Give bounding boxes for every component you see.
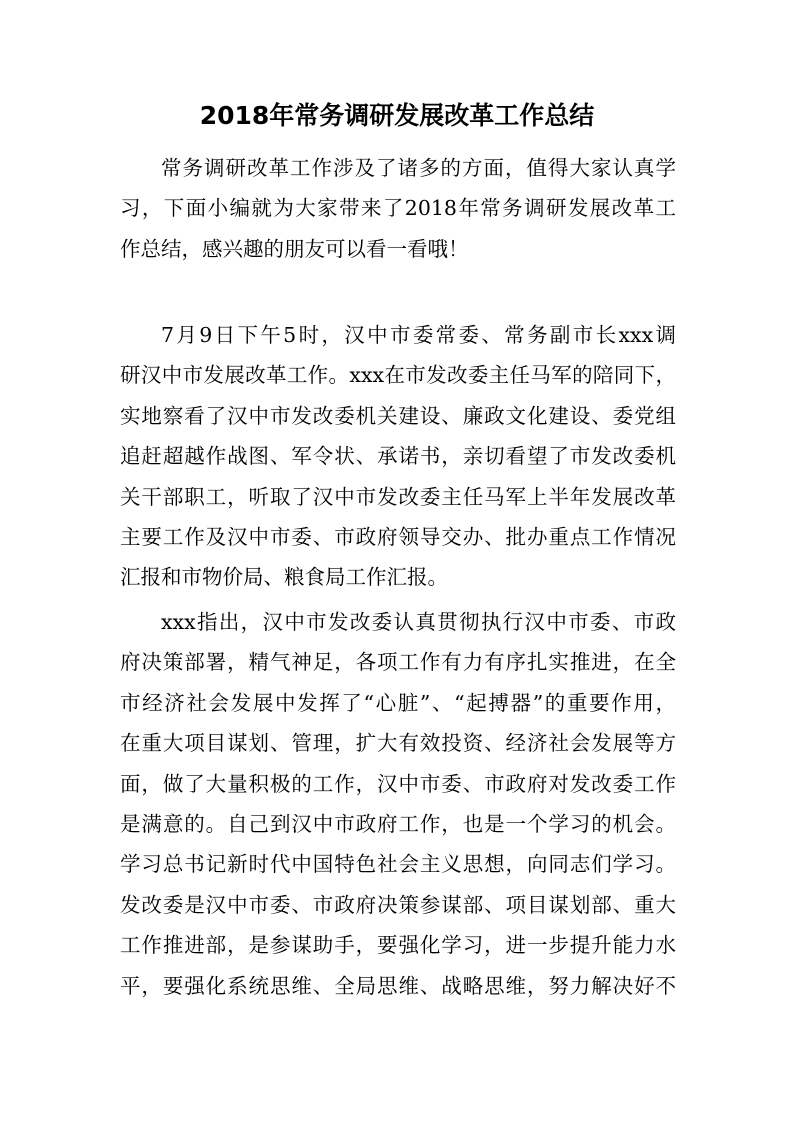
body-paragraph-1 bbox=[120, 315, 676, 598]
body-paragraph-2 bbox=[120, 602, 676, 1006]
paragraph-line: xxx指出，汉中市发改委认真贯彻执行汉中市委、市政 bbox=[161, 610, 676, 634]
intro-paragraph bbox=[120, 148, 676, 269]
paragraph-line: 平，要强化系统思维、全局思维、战略思维，努力解决好不 bbox=[120, 973, 676, 998]
paragraph-line: 在重大项目谋划、管理，扩大有效投资、经济社会发展等方 bbox=[120, 731, 676, 756]
paragraph-line: 发改委是汉中市委、市政府决策参谋部、项目谋划部、重大 bbox=[120, 892, 676, 917]
paragraph-line: 学习总书记新时代中国特色社会主义思想，向同志们学习。 bbox=[120, 852, 676, 877]
paragraph-line: 习，下面小编就为大家带来了2018年常务调研发展改革工 bbox=[120, 196, 676, 221]
paragraph-line: 研汉中市发展改革工作。xxx在市发改委主任马军的陪同下， bbox=[120, 363, 676, 388]
paragraph-line: 常务调研改革工作涉及了诸多的方面，值得大家认真学 bbox=[161, 156, 676, 180]
paragraph-line: 7月9日下午5时，汉中市委常委、常务副市长xxx调 bbox=[161, 323, 676, 347]
paragraph-line: 关干部职工，听取了汉中市发改委主任马军上半年发展改革 bbox=[120, 484, 676, 509]
paragraph-line: 实地察看了汉中市发改委机关建设、廉政文化建设、委党组 bbox=[120, 403, 676, 428]
paragraph-line: 市经济社会发展中发挥了“心脏”、“起搏器”的重要作用， bbox=[120, 690, 676, 715]
paragraph-line: 主要工作及汉中市委、市政府领导交办、批办重点工作情况 bbox=[120, 524, 676, 549]
paragraph-line: 工作推进部，是参谋助手，要强化学习，进一步提升能力水 bbox=[120, 933, 676, 958]
paragraph-line: 作总结，感兴趣的朋友可以看一看哦！ bbox=[120, 236, 469, 261]
paragraph-line: 面，做了大量积极的工作，汉中市委、市政府对发改委工作 bbox=[120, 771, 676, 796]
paragraph-line: 府决策部署，精气神足，各项工作有力有序扎实推进，在全 bbox=[120, 650, 676, 675]
paragraph-line: 追赶超越作战图、军令状、承诺书，亲切看望了市发改委机 bbox=[120, 444, 676, 469]
document-title: 2018年常务调研发展改革工作总结 bbox=[199, 101, 595, 130]
paragraph-line: 汇报和市物价局、粮食局工作汇报。 bbox=[120, 565, 448, 590]
paragraph-line: 是满意的。自己到汉中市政府工作，也是一个学习的机会。 bbox=[120, 811, 676, 836]
